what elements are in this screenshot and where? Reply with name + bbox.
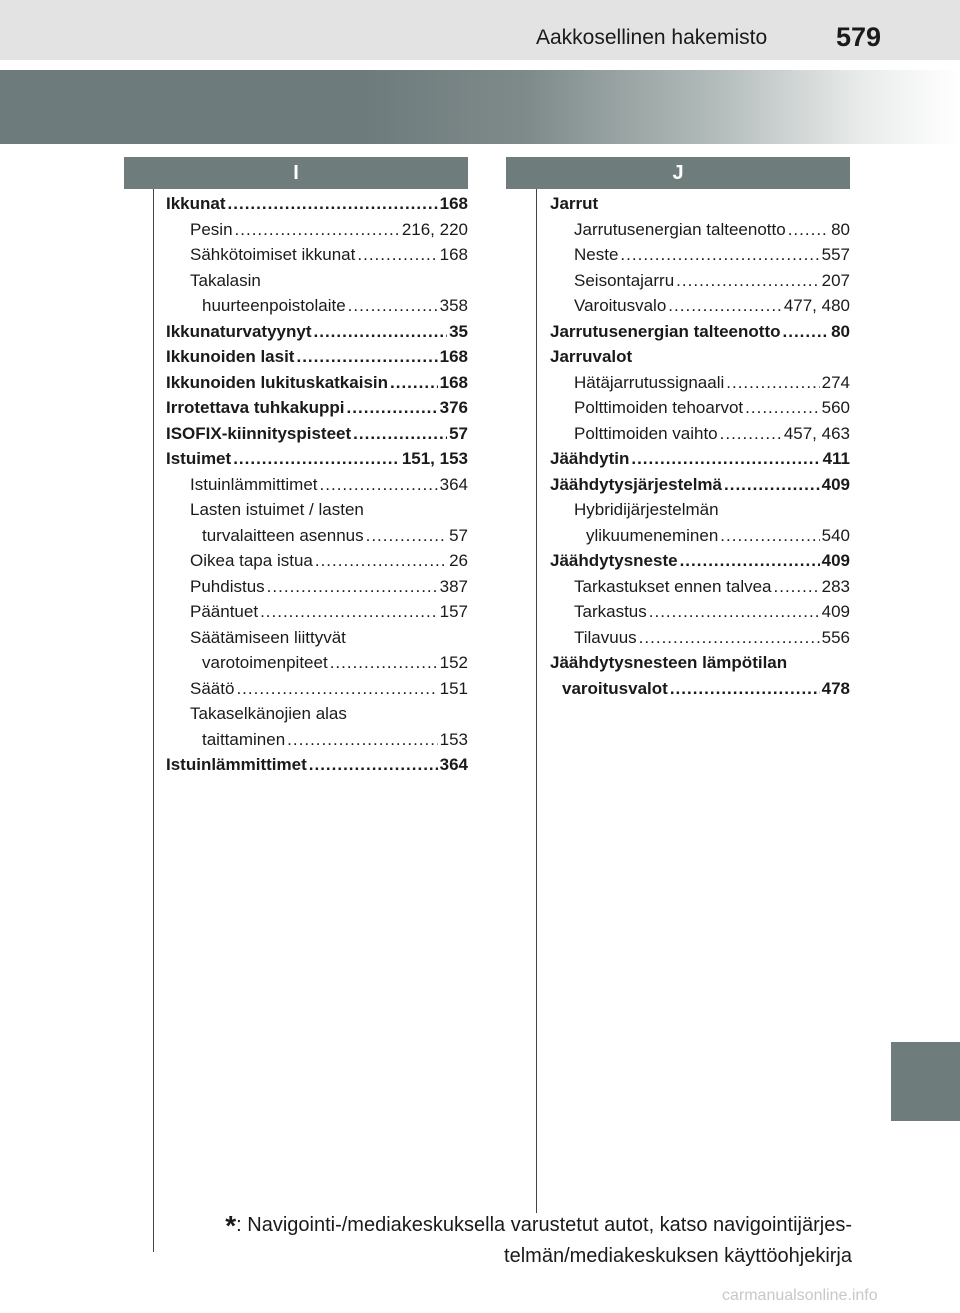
- index-entry-page: 540: [821, 525, 850, 545]
- leader-dots: [236, 676, 437, 702]
- index-entry: [550, 548, 850, 574]
- page-header-bar: [0, 0, 960, 60]
- index-letter-i: I: [124, 157, 468, 189]
- index-entry-label: Istuimet: [166, 449, 232, 468]
- index-entry-label: Puhdistus: [190, 576, 265, 596]
- index-entry-label: Polttimoiden vaihto: [574, 423, 718, 443]
- index-entry-page: 168: [439, 347, 468, 366]
- leader-dots: [788, 217, 829, 243]
- index-entry-label: Jarrut: [550, 194, 599, 213]
- index-entry-label: Lasten istuimet / lasten: [190, 500, 364, 519]
- index-entry-label: Istuinlämmittimet: [190, 474, 318, 494]
- leader-dots: [390, 370, 438, 396]
- leader-dots: [260, 599, 438, 625]
- index-entry-label: Oikea tapa istua: [190, 551, 313, 570]
- column-rule-left: [153, 189, 154, 1252]
- leader-dots: [287, 727, 437, 753]
- index-entry: [550, 217, 850, 243]
- index-entry-page: 409: [821, 474, 850, 494]
- index-entry-page: 409: [821, 602, 850, 621]
- index-entry: [166, 676, 468, 702]
- leader-dots: [724, 472, 820, 498]
- page-number: 579: [836, 22, 882, 52]
- index-entry-label: Takalasin: [190, 270, 261, 290]
- index-entry-label: Seisontajarru: [574, 270, 675, 290]
- leader-dots: [309, 752, 438, 778]
- leader-dots: [774, 574, 820, 600]
- footnote-marker: *: [225, 1210, 237, 1241]
- header-banner: [0, 70, 960, 144]
- index-entry-page: 560: [821, 398, 850, 417]
- index-entry-label: Pesin: [190, 219, 233, 239]
- index-entry-continuation: varotoimenpiteet: [202, 653, 328, 672]
- leader-dots: [670, 676, 820, 702]
- index-entry-page: 26: [449, 551, 468, 570]
- index-entry: [550, 268, 850, 294]
- footnote-line-2: telmän/mediakeskuksen käyttöohjekirja: [504, 1245, 852, 1267]
- index-entry-label: Ikkunat: [166, 194, 226, 213]
- leader-dots: [347, 395, 438, 421]
- index-entry-label: Jarruvalot: [550, 347, 633, 366]
- index-entry-page: 376: [439, 398, 468, 417]
- index-entry-continuation: ylikuumeneminen: [586, 525, 719, 545]
- index-entry: [166, 472, 468, 498]
- leader-dots: [783, 319, 830, 345]
- leader-dots: [631, 446, 820, 472]
- index-entry-label: Pääntuet: [190, 602, 259, 621]
- index-entry: [550, 370, 850, 396]
- leader-dots: [233, 446, 400, 472]
- index-entry-page: 157: [439, 602, 468, 621]
- index-entry-continuation: turvalaitteen asennus: [202, 525, 364, 545]
- index-column-i: [166, 191, 468, 778]
- section-title: Aakkosellinen hakemisto: [536, 26, 768, 49]
- leader-dots: [357, 242, 437, 268]
- index-entry: [550, 446, 850, 472]
- leader-dots: [228, 191, 438, 217]
- index-entry: [550, 650, 850, 701]
- index-letter-j: J: [506, 157, 850, 189]
- index-entry-page: 35: [449, 321, 468, 341]
- chapter-thumb-tab: [891, 1042, 960, 1121]
- index-entry: [166, 242, 468, 268]
- index-entry-page: 216, 220: [401, 219, 468, 239]
- index-entry-page: 57: [449, 423, 468, 443]
- index-entry-page: 411: [822, 449, 850, 468]
- leader-dots: [668, 293, 782, 319]
- index-entry-label: Hybridijärjestelmän: [574, 500, 719, 519]
- index-entry-page: 168: [439, 194, 468, 213]
- index-entry-label: Tarkastukset ennen talvea: [574, 576, 772, 596]
- leader-dots: [353, 421, 447, 447]
- leader-dots: [720, 421, 782, 447]
- index-entry: [550, 242, 850, 268]
- index-entry-label: Hätäjarrutussignaali: [574, 372, 725, 392]
- index-entry-label: Takaselkänojien alas: [190, 704, 347, 723]
- leader-dots: [330, 650, 438, 676]
- index-entry-page: 57: [449, 525, 468, 545]
- footnote: [192, 1210, 852, 1271]
- index-entry-label: Ikkunaturvatyynyt: [166, 321, 312, 341]
- index-entry: [166, 191, 468, 217]
- index-entry-label: ISOFIX-kiinnityspisteet: [166, 423, 352, 443]
- index-entry: [166, 370, 468, 396]
- index-entry-label: Neste: [574, 245, 619, 264]
- leader-dots: [745, 395, 819, 421]
- leader-dots: [726, 370, 819, 396]
- index-entry: [550, 421, 850, 447]
- index-entry-page: 457, 463: [783, 423, 850, 443]
- index-entry-label: Tarkastus: [574, 602, 647, 621]
- index-entry: [166, 395, 468, 421]
- index-entry-continuation: taittaminen: [202, 729, 286, 749]
- index-entry-page: 168: [439, 372, 468, 392]
- index-entry-page: 409: [821, 551, 850, 570]
- leader-dots: [639, 625, 820, 651]
- index-entry-page: 358: [439, 296, 468, 315]
- leader-dots: [348, 293, 438, 319]
- index-entry-label: Polttimoiden tehoarvot: [574, 398, 744, 417]
- index-entry-label: Sähkötoimiset ikkunat: [190, 245, 356, 264]
- index-entry-label: Jarrutusenergian talteenotto: [574, 219, 786, 239]
- leader-dots: [720, 523, 819, 549]
- index-entry-page: 151, 153: [401, 449, 468, 468]
- index-entry: [166, 421, 468, 447]
- index-entry-label: Ikkunoiden lukituskatkaisin: [166, 372, 389, 392]
- leader-dots: [620, 242, 819, 268]
- index-entry: [550, 497, 850, 548]
- leader-dots: [267, 574, 438, 600]
- index-entry-page: 168: [439, 245, 468, 264]
- index-entry: [550, 625, 850, 651]
- index-entry: [550, 319, 850, 345]
- footnote-line-1: : Navigointi-/mediakeskuksella varustetut autot, katso navigointijärjes-: [236, 1214, 852, 1236]
- index-entry: [550, 574, 850, 600]
- index-entry: [166, 548, 468, 574]
- index-entry: [166, 574, 468, 600]
- index-entry-page: 80: [831, 321, 850, 341]
- index-entry: [166, 599, 468, 625]
- index-entry-page: 274: [821, 372, 850, 392]
- index-entry-page: 283: [821, 576, 850, 596]
- index-entry: [166, 217, 468, 243]
- index-entry-page: 153: [439, 729, 468, 749]
- index-entry: [550, 395, 850, 421]
- index-entry: [166, 268, 468, 319]
- index-entry-label: Tilavuus: [574, 627, 637, 647]
- index-entry-page: 80: [831, 219, 850, 239]
- index-entry-page: 557: [821, 245, 850, 264]
- index-column-j: [550, 191, 850, 701]
- index-entry: [550, 293, 850, 319]
- index-entry-page: 478: [821, 678, 850, 698]
- index-entry: [550, 191, 850, 217]
- index-entry-label: Istuinlämmittimet: [166, 755, 307, 774]
- index-entry-label: Jäähdytysnesteen lämpötilan: [550, 653, 788, 672]
- leader-dots: [366, 523, 447, 549]
- index-entry-page: 207: [821, 270, 850, 290]
- index-entry-page: 364: [439, 474, 468, 494]
- index-entry-label: Varoitusvalo: [574, 296, 667, 315]
- index-entry-page: 151: [439, 678, 468, 698]
- index-entry-label: Jäähdytysneste: [550, 551, 678, 570]
- index-entry-page: 477, 480: [783, 296, 850, 315]
- index-entry: [550, 472, 850, 498]
- index-entry-continuation: varoitusvalot: [562, 678, 668, 698]
- leader-dots: [680, 548, 820, 574]
- index-entry-page: 152: [439, 653, 468, 672]
- index-entry-label: Jäähdytin: [550, 449, 630, 468]
- leader-dots: [314, 319, 448, 345]
- index-entry: [166, 752, 468, 778]
- column-rule-middle: [536, 189, 537, 1213]
- leader-dots: [649, 599, 820, 625]
- leader-dots: [235, 217, 400, 243]
- index-entry-page: 387: [439, 576, 468, 596]
- leader-dots: [320, 472, 438, 498]
- index-entry: [166, 344, 468, 370]
- index-entry: [166, 446, 468, 472]
- watermark: carmanualsonline.info: [722, 1287, 878, 1304]
- index-entry-label: Jarrutusenergian talteenotto: [550, 321, 781, 341]
- leader-dots: [676, 268, 819, 294]
- index-entry: [166, 625, 468, 676]
- index-entry: [550, 599, 850, 625]
- leader-dots: [315, 548, 447, 574]
- index-entry: [166, 319, 468, 345]
- index-entry-label: Jäähdytysjärjestelmä: [550, 474, 722, 494]
- index-entry-label: Säätö: [190, 678, 235, 698]
- leader-dots: [296, 344, 437, 370]
- index-entry: [166, 701, 468, 752]
- index-entry-continuation: huurteenpoistolaite: [202, 296, 346, 315]
- index-entry-label: Irrotettava tuhkakuppi: [166, 398, 345, 417]
- index-entry-label: Ikkunoiden lasit: [166, 347, 295, 366]
- index-entry: [166, 497, 468, 548]
- index-entry-page: 364: [439, 755, 468, 774]
- index-entry-label: Säätämiseen liittyvät: [190, 627, 346, 647]
- index-entry-page: 556: [821, 627, 850, 647]
- index-entry: [550, 344, 850, 370]
